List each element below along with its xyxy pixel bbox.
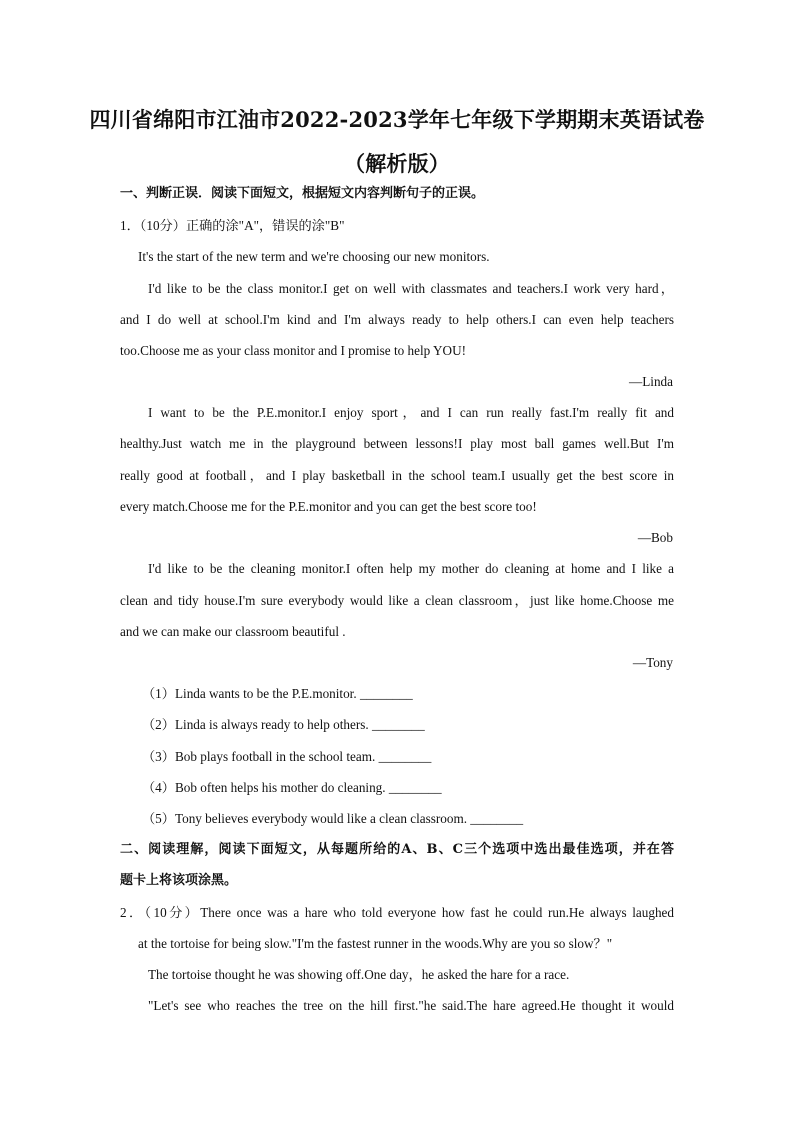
linda-paragraph-line: and I do well at school.I'm kind and I'm always ready to help others.I can even help teachers — [120, 312, 674, 327]
bob-paragraph-line: I want to be the P.E.monitor.I enjoy sport，and I can run really fast.I'm really fit and — [148, 405, 674, 420]
question1-intro: It's the start of the new term and we're choosing our new monitors. — [138, 249, 490, 264]
question2-line: at the tortoise for being slow."I'm the fastest runner in the woods.Why are you so slow？" — [138, 936, 613, 951]
bob-paragraph-line: healthy.Just watch me in the playground between lessons!I play most ball games well.But I'm — [120, 436, 674, 451]
linda-paragraph-line: too.Choose me as your class monitor and I promise to help YOU! — [120, 343, 466, 358]
bob-signature: —Bob — [637, 530, 673, 545]
linda-paragraph-line: I'd like to be the class monitor.I get on well with classmates and teachers.I work very hard， — [148, 281, 674, 296]
statement-item-3: （3）Bob plays football in the school team. ________ — [142, 749, 432, 764]
bob-paragraph-line: really good at football，and I play basketball in the school team.I usually get the best score in — [120, 468, 674, 483]
document-subtitle: （解析版） — [344, 151, 450, 176]
section2-heading-line2: 题卡上将该项涂黑。 — [120, 873, 238, 888]
tony-paragraph-line: and we can make our classroom beautiful . — [120, 624, 346, 639]
tony-paragraph-line: clean and tidy house.I'm sure everybody would like a clean classroom，just like home.Choose me — [120, 593, 674, 608]
linda-signature: —Linda — [629, 374, 673, 389]
tony-paragraph-line: I'd like to be the cleaning monitor.I often help my mother do cleaning at home and I like a — [148, 561, 674, 576]
bob-paragraph-line: every match.Choose me for the P.E.monitor and you can get the best score too! — [120, 499, 537, 514]
question1-header: 1．（10分）正确的涂"A"，错误的涂"B" — [120, 218, 345, 233]
question2-line: "Let's see who reaches the tree on the hill first."he said.The hare agreed.He thought it would — [148, 998, 674, 1013]
statement-item-2: （2）Linda is always ready to help others. ________ — [142, 717, 425, 732]
statement-item-5: （5）Tony believes everybody would like a clean classroom. ________ — [142, 811, 524, 826]
statement-item-4: （4）Bob often helps his mother do cleaning. ________ — [142, 780, 442, 795]
statement-item-1: （1）Linda wants to be the P.E.monitor. ________ — [142, 686, 413, 701]
tony-signature: —Tony — [632, 655, 673, 670]
question2-line: 2．（10分）There once was a hare who told everyone how fast he could run.He always laughed — [120, 905, 674, 920]
section1-heading: 一、判断正误．阅读下面短文，根据短文内容判断句子的正误。 — [120, 186, 485, 201]
question2-line: The tortoise thought he was showing off.One day，he asked the hare for a race. — [148, 967, 570, 982]
section2-heading-line1: 二、阅读理解，阅读下面短文，从每题所给的A、B、C三个选项中选出最佳选项，并在答 — [120, 842, 674, 857]
document-title: 四川省绵阳市江油市2022-2023学年七年级下学期期末英语试卷 — [89, 107, 705, 132]
